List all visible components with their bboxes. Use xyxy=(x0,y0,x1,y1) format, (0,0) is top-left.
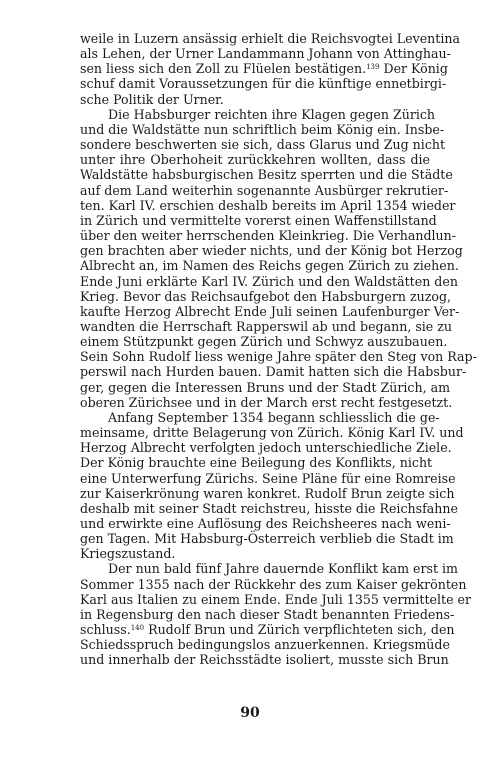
text-line: Kriegszustand. xyxy=(80,546,176,562)
text-line: in Zürich und vermittelte vorerst einen Waffenstillstand xyxy=(80,212,437,228)
text-line: Krieg. Bevor das Reichsaufgebot den Habsburgern zuzog, xyxy=(80,288,452,304)
text-line: kaufte Herzog Albrecht Ende Juli seinen Laufenburger Ver- xyxy=(80,303,460,319)
text-line: Die Habsburger reichten ihre Klagen gegen Zürich xyxy=(108,106,436,122)
text-line: Herzog Albrecht verfolgten jedoch unterschiedliche Ziele. xyxy=(80,440,452,456)
text-line: ger, gegen die Interessen Bruns und der Stadt Zürich, am xyxy=(80,379,451,395)
text-segment: sen liess sich den Zoll zu Flüelen bestätigen. xyxy=(80,61,367,77)
text-line: und die Waldstätte nun schriftlich beim König ein. Insbe- xyxy=(80,121,445,137)
text-line: oberen Zürichsee und in der March erst recht festgesetzt. xyxy=(80,394,453,410)
text-line: Ende Juni erklärte Karl IV. Zürich und den Waldstätten den xyxy=(80,273,458,289)
paragraph-2 xyxy=(80,106,477,410)
text-line: in Regensburg den nach dieser Stadt benannten Friedens- xyxy=(80,606,455,622)
paragraph-1 xyxy=(80,31,460,107)
text-line: weile in Luzern ansässig erhielt die Reichsvogtei Leventina xyxy=(80,31,460,46)
paragraph-3 xyxy=(80,409,464,562)
text-line: Der nun bald fünf Jahre dauernde Konflikt kam erst im xyxy=(108,561,458,577)
text-line: ten. Karl IV. erschien deshalb bereits im April 1354 wieder xyxy=(80,197,456,213)
text-line: perswil nach Hurden bauen. Damit hatten sich die Habsbur- xyxy=(80,364,467,380)
text-line: Schiedsspruch bedingungslos anzuerkennen. Kriegsmüde xyxy=(80,637,450,653)
text-line: unter ihre Oberhoheit zurückkehren wollten, dass die xyxy=(80,152,430,168)
text-line: gen brachten aber wieder nichts, und der König bot Herzog xyxy=(80,243,463,259)
text-line: über den weiter herrschenden Kleinkrieg. Die Verhandlun- xyxy=(80,228,457,244)
paragraph-4 xyxy=(80,561,472,668)
text-line: und innerhalb der Reichsstädte isoliert, musste sich Brun xyxy=(80,652,449,668)
text-line: sche Politik der Urner. xyxy=(80,91,224,107)
text-line: einem Stützpunkt gegen Zürich und Schwyz auszubauen. xyxy=(80,334,448,350)
page-number: 90 xyxy=(240,705,260,721)
text-line: Karl aus Italien zu einem Ende. Ende Juli 1355 vermittelte er xyxy=(80,591,472,607)
text-line: Sommer 1355 nach der Rückkehr des zum Kaiser gekrönten xyxy=(80,576,467,592)
page-body xyxy=(80,31,477,668)
text-segment: schluss. xyxy=(80,622,131,638)
text-line: auf dem Land weiterhin sogenannte Ausbürger rekrutier- xyxy=(80,182,449,198)
text-line: schuf damit Voraussetzungen für die künftige ennetbirgi- xyxy=(80,76,447,92)
text-line xyxy=(80,622,455,638)
text-line: Anfang September 1354 begann schliesslich die ge- xyxy=(108,409,440,425)
text-line: Albrecht an, im Namen des Reichs gegen Zürich zu ziehen. xyxy=(80,258,459,274)
text-line: als Lehen, der Urner Landammann Johann von Attinghau- xyxy=(80,46,451,62)
text-line: wandten die Herrschaft Rapperswil ab und begann, sie zu xyxy=(80,318,453,334)
text-line: und erwirkte eine Auflösung des Reichsheeres nach weni- xyxy=(80,516,451,531)
text-line: Waldstätte habsburgischen Besitz sperrten und die Städte xyxy=(80,167,453,183)
text-line: deshalb mit seiner Stadt reichstreu, hisste die Reichsfahne xyxy=(80,500,458,516)
footnote-ref-139[interactable]: 139 xyxy=(366,63,380,72)
text-line: gen Tagen. Mit Habsburg-Österreich verblieb die Stadt im xyxy=(80,531,454,547)
footnote-ref-140[interactable]: 140 xyxy=(130,624,145,633)
text-line: sondere beschwerten sie sich, dass Glarus und Zug nicht xyxy=(80,137,446,153)
text-line: eine Unterwerfung Zürichs. Seine Pläne für eine Romreise xyxy=(80,470,456,486)
text-line: Sein Sohn Rudolf liess wenige Jahre später den Steg von Rap- xyxy=(80,349,477,365)
text-segment: Rudolf Brun und Zürich verpflichteten sich, den xyxy=(144,622,455,638)
text-line: Der König brauchte eine Beilegung des Konflikts, nicht xyxy=(80,455,433,471)
text-line: meinsame, dritte Belagerung von Zürich. König Karl IV. und xyxy=(80,425,464,441)
text-line: zur Kaiserkrönung waren konkret. Rudolf Brun zeigte sich xyxy=(80,485,455,501)
text-segment: Der König xyxy=(379,61,448,77)
text-line xyxy=(80,61,448,77)
